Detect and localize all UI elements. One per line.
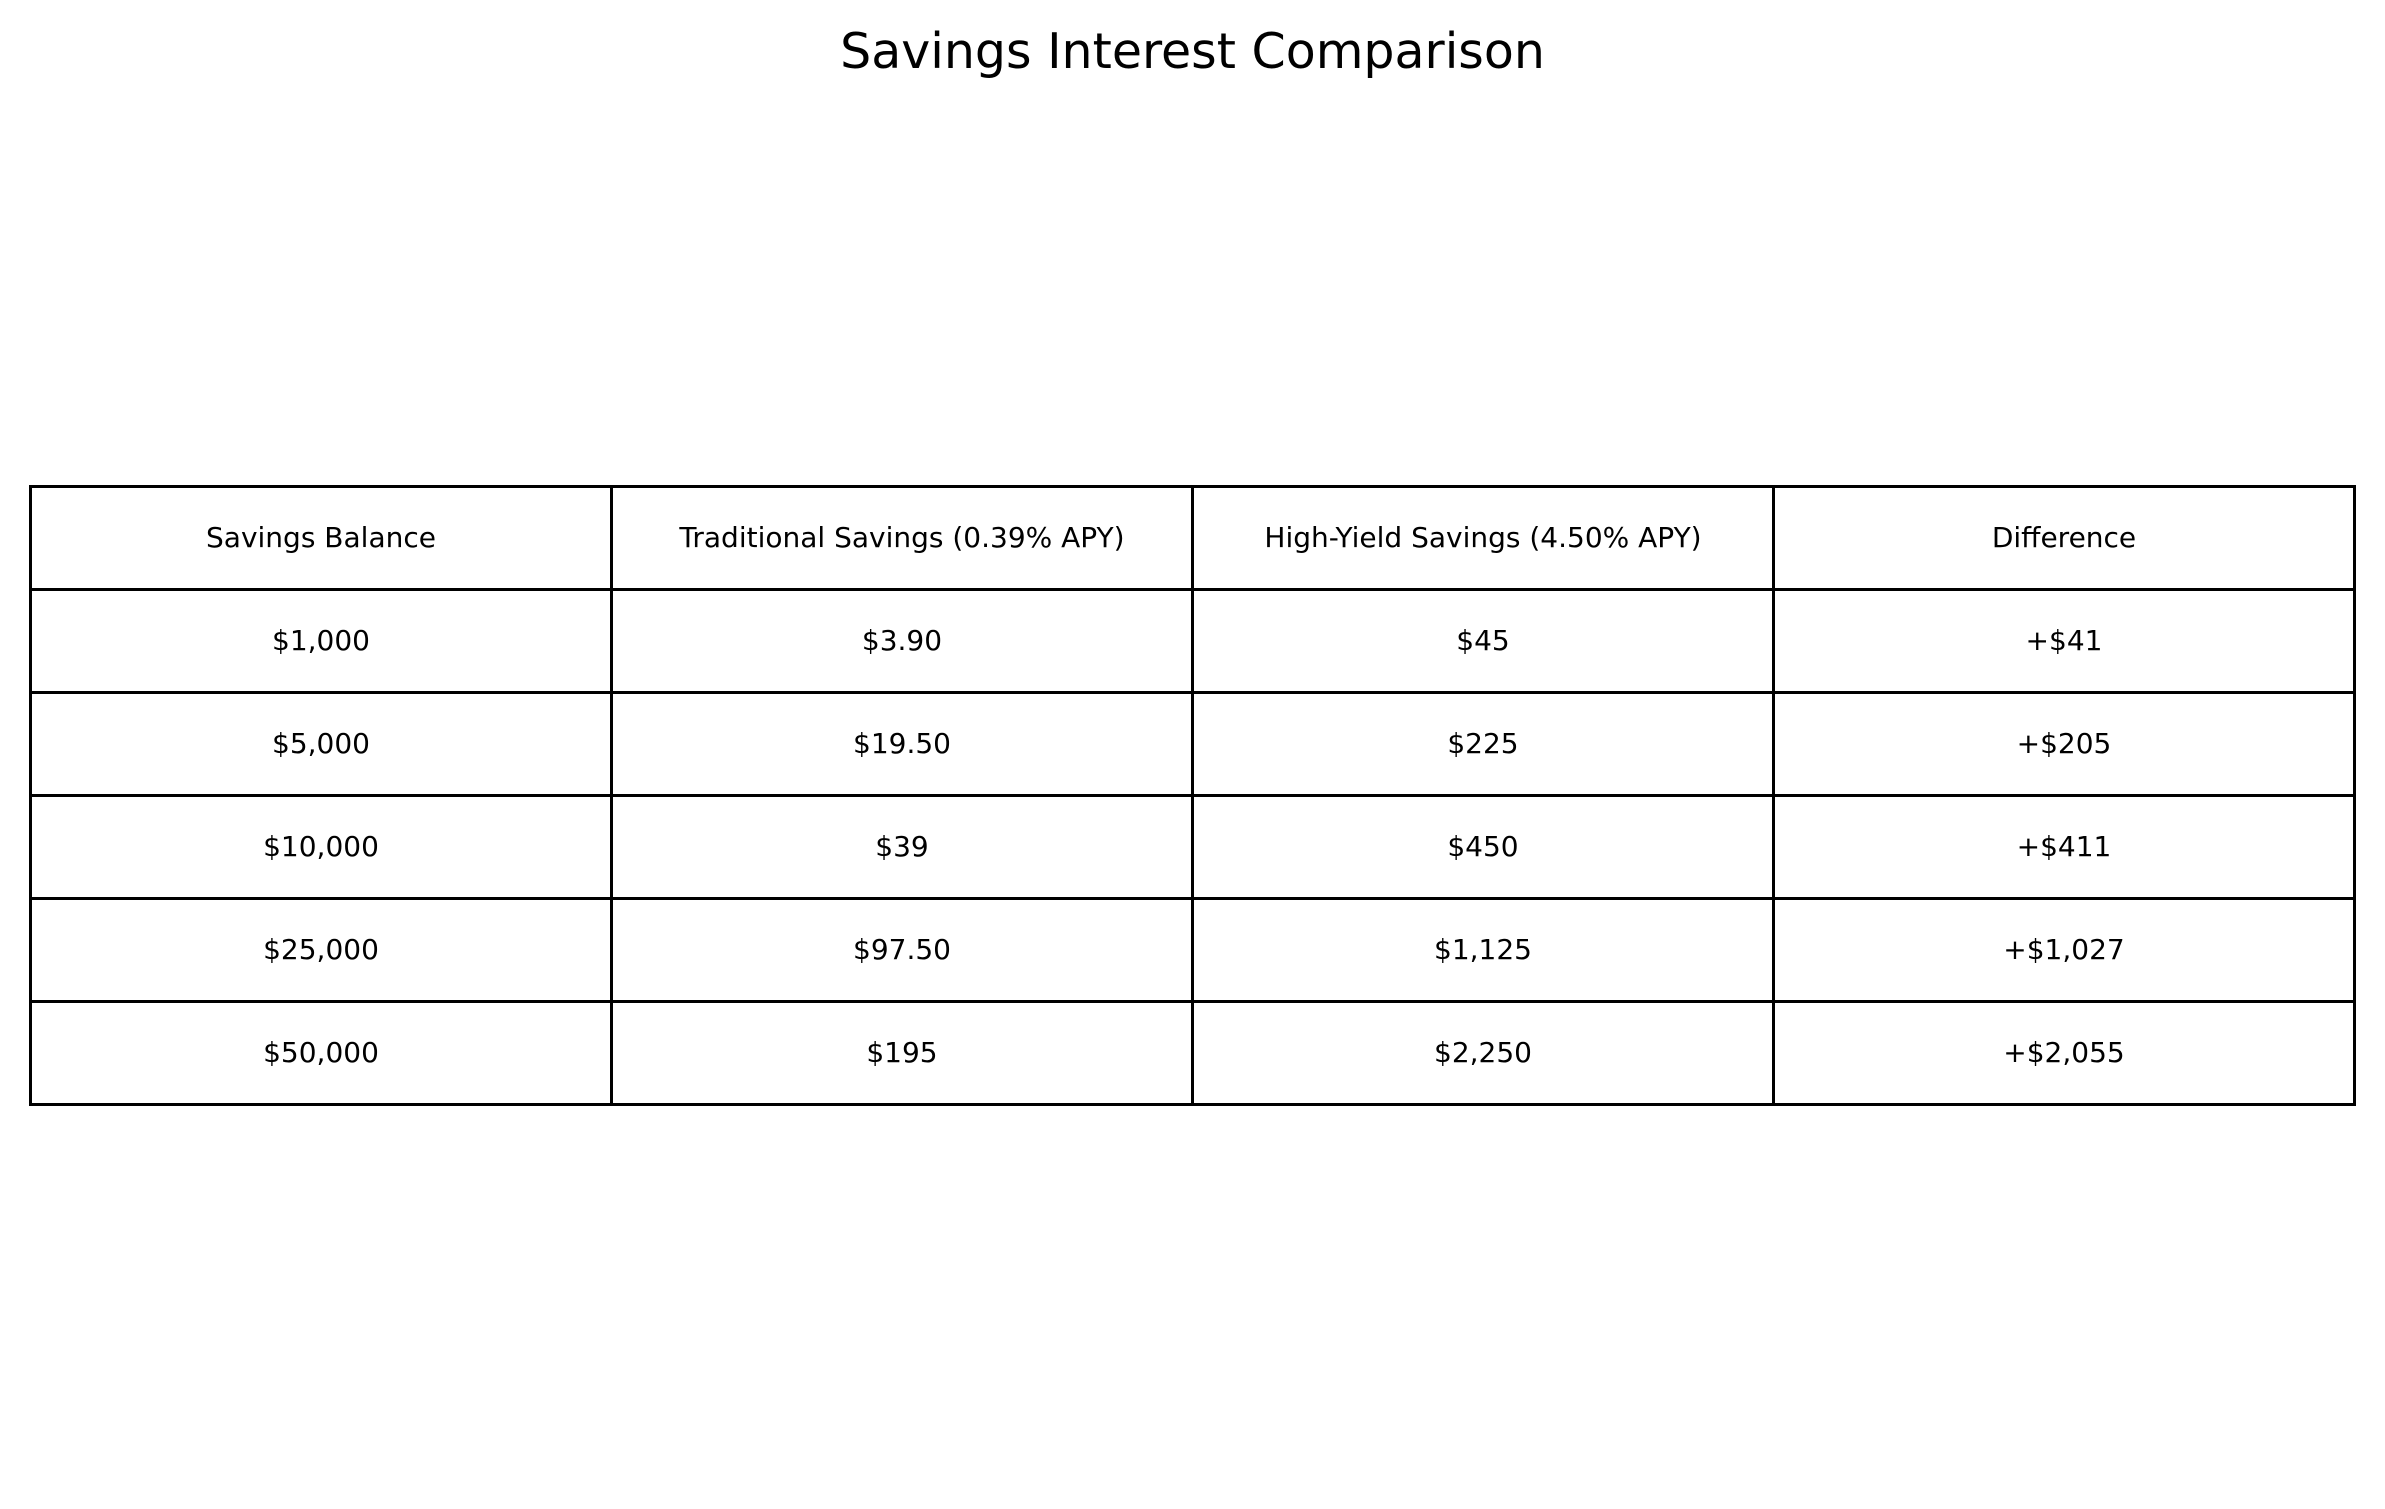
table-row — [31, 590, 2355, 693]
header-cell: Traditional Savings (0.39% APY) — [612, 487, 1193, 590]
table-cell: $45 — [1193, 590, 1774, 693]
table-row — [31, 899, 2355, 1002]
table-cell: $1,125 — [1193, 899, 1774, 1002]
table-cell: $19.50 — [612, 693, 1193, 796]
header-cell: Savings Balance — [31, 487, 612, 590]
table-cell: $97.50 — [612, 899, 1193, 1002]
chart-title: Savings Interest Comparison — [840, 23, 1545, 80]
table-body — [31, 487, 2355, 1105]
table-cell: $1,000 — [31, 590, 612, 693]
table-cell: $195 — [612, 1002, 1193, 1105]
table-cell: $50,000 — [31, 1002, 612, 1105]
table-cell: $39 — [612, 796, 1193, 899]
header-row — [31, 487, 2355, 590]
table-cell: $5,000 — [31, 693, 612, 796]
table-cell: +$1,027 — [1774, 899, 2355, 1002]
table-cell: +$2,055 — [1774, 1002, 2355, 1105]
table-cell: +$411 — [1774, 796, 2355, 899]
header-cell: High-Yield Savings (4.50% APY) — [1193, 487, 1774, 590]
table-row — [31, 693, 2355, 796]
table-cell: $10,000 — [31, 796, 612, 899]
comparison-table — [29, 485, 2356, 1106]
table-row — [31, 1002, 2355, 1105]
table-cell: $2,250 — [1193, 1002, 1774, 1105]
table-cell: $225 — [1193, 693, 1774, 796]
table-cell: +$41 — [1774, 590, 2355, 693]
table-row — [31, 796, 2355, 899]
table-cell: +$205 — [1774, 693, 2355, 796]
table-cell: $3.90 — [612, 590, 1193, 693]
header-cell: Difference — [1774, 487, 2355, 590]
table-cell: $25,000 — [31, 899, 612, 1002]
table-cell: $450 — [1193, 796, 1774, 899]
